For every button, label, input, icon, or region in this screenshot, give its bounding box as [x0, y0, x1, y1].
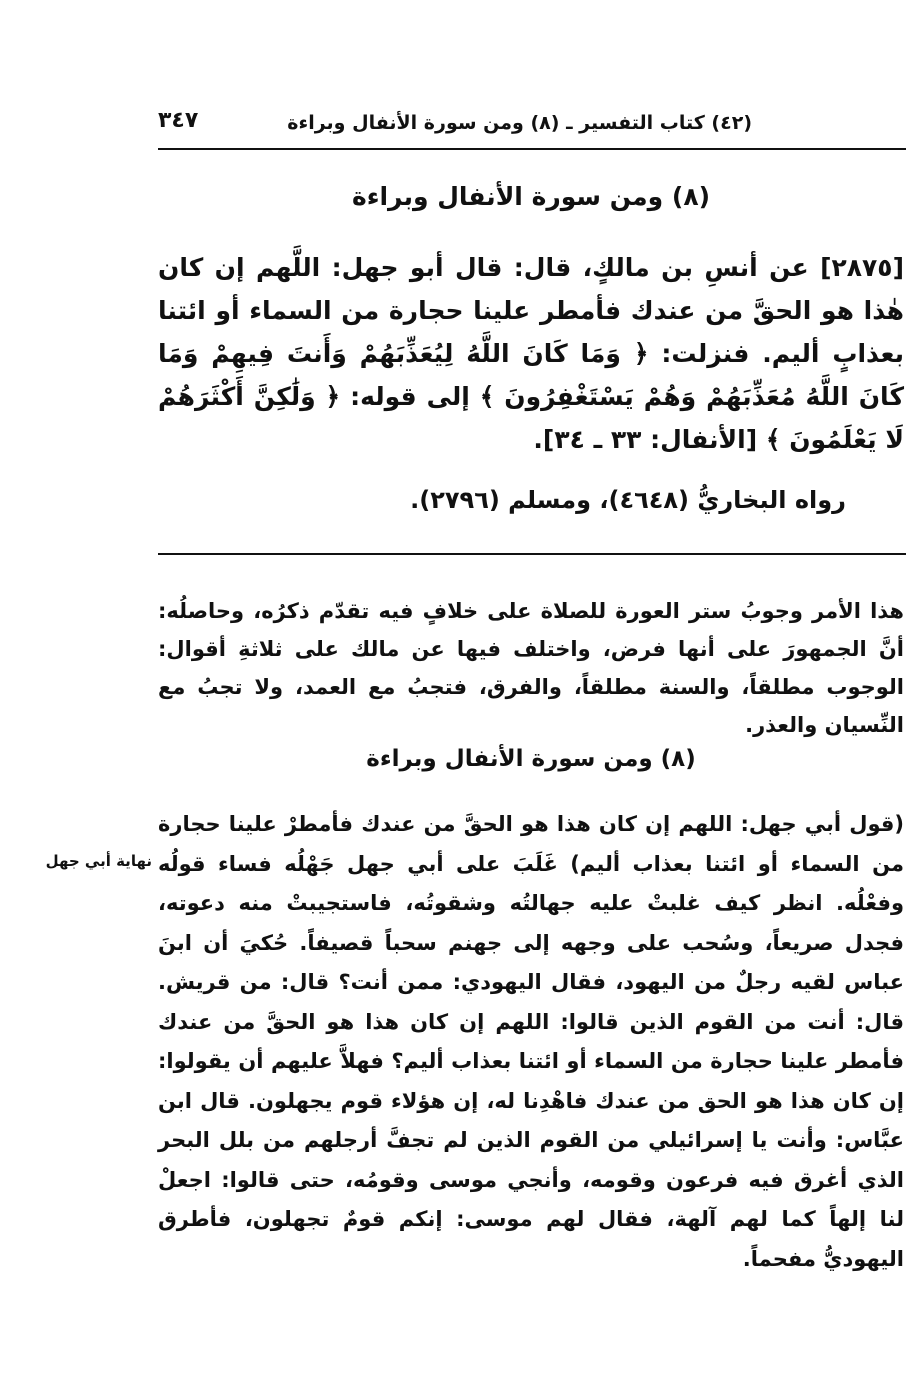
- commentary-previous-paragraph: هذا الأمر وجوبُ ستر العورة للصلاة على خلافٍ فيه تقدّم ذكرُه، وحاصلُه: أنَّ الجمهورَ على أنها فرض، واختلف فيها عن مالك على ثلاثةِ أقوال: الوجوب مطلقاً، والسنة مطلقاً، والفرق، فتجبُ مع العمد، ولا تجبُ مع النِّسيان والعذر.: [158, 599, 904, 737]
- hadith-text: عن أنسِ بن مالكٍ، قال: قال أبو جهل: اللَّهم إن كان هٰذا هو الحقَّ من عندك فأمطر علينا حجارة من السماء أو ائتنا بعذابٍ أليم. فنزلت: ﴿ وَمَا كَانَ اللَّهُ لِيُعَذِّبَهُمْ وَأَنتَ فِيهِمْ وَمَا كَانَ اللَّهُ مُعَذِّبَهُمْ وَهُمْ يَسْتَغْفِرُونَ ﴾ إلى قوله: ﴿ وَلَٰكِنَّ أَكْثَرَهُمْ لَا يَعْلَمُونَ ﴾ [الأنفال: ٣٣ ـ ٣٤].: [158, 253, 904, 454]
- commentary-section-title: (٨) ومن سورة الأنفال وبراءة: [366, 746, 696, 772]
- hadith-block: [158, 246, 904, 461]
- running-title: (٤٢) كتاب التفسير ـ (٨) ومن سورة الأنفال وبراءة: [287, 112, 752, 134]
- running-header: [158, 106, 904, 146]
- page-number: ٣٤٧: [158, 108, 199, 133]
- section-title: (٨) ومن سورة الأنفال وبراءة: [351, 182, 711, 211]
- hadith-source: رواه البخاريُّ (٤٦٤٨)، ومسلم (٢٧٩٦).: [410, 486, 846, 514]
- header-divider: [158, 148, 906, 150]
- commentary-divider: [158, 553, 906, 555]
- commentary-paragraph: (قول أبي جهل: اللهم إن كان هذا هو الحقَّ من عندك فأمطرْ علينا حجارة من السماء أو ائتنا بعذاب أليم) غَلَبَ على أبي جهل جَهْلُه فساء قولُه وفعْلُه. انظر كيف غلبتْ عليه جهالتُه وشقوتُه، فاستجيبتْ منه دعوته، فجدل صريعاً، وسُحب على وجهه إلى جهنم سحباً قصيفاً. حُكيَ أن ابنَ عباس لقيه رجلٌ من اليهود، فقال اليهودي: ممن أنت؟ قال: من قريش. قال: أنت من القوم الذين قالوا: اللهم إن كان هذا هو الحقَّ من عندك فأمطر علينا حجارة من السماء أو ائتنا بعذاب أليم؟ فهلاَّ عليهم أن يقولوا: إن كان هذا هو الحق من عندك فاهْدِنا له، إن هؤلاء قوم يجهلون. قال ابن عبَّاس: وأنت يا إسرائيلي من القوم الذين لم تجفَّ أرجلهم من بلل البحر الذي أغرق فيه فرعون وقومه، وأنجي موسى وقومُه، حتى قالوا: اجعلْ لنا إلهاً كما لهم آلهة، فقال لهم موسى: إنكم قومٌ تجهلون، فأطرق اليهوديُّ مفحماً.: [158, 812, 904, 1271]
- hadith-number: [٢٨٧٥]: [820, 253, 904, 282]
- margin-note: نهاية أبي جهل: [45, 852, 152, 870]
